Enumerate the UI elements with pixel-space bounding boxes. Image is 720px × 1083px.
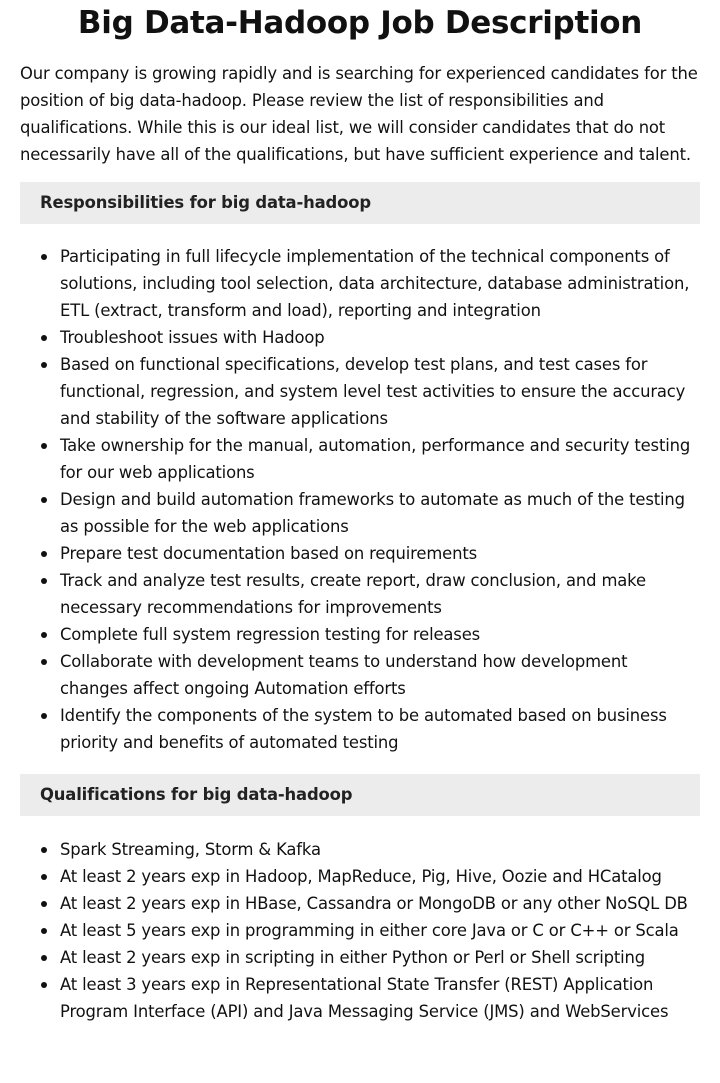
list-item: Troubleshoot issues with Hadoop — [20, 324, 700, 351]
list-item: At least 2 years exp in scripting in either Python or Perl or Shell scripting — [20, 944, 700, 971]
list-item: Complete full system regression testing for releases — [20, 621, 700, 648]
list-item: Collaborate with development teams to understand how development changes affect ongoing Automation efforts — [20, 648, 700, 702]
list-item: Prepare test documentation based on requirements — [20, 540, 700, 567]
list-item: At least 2 years exp in Hadoop, MapReduce, Pig, Hive, Oozie and HCatalog — [20, 863, 700, 890]
intro-paragraph: Our company is growing rapidly and is searching for experienced candidates for the position of big data-hadoop. Please review the list of responsibilities and qualifications. While this is our ideal list, we will consider candidates that do not necessarily have all of the qualifications, but have sufficient experience and talent. — [20, 64, 698, 164]
responsibilities-heading: Responsibilities for big data-hadoop — [20, 182, 700, 224]
list-item: Take ownership for the manual, automation, performance and security testing for our web applications — [20, 432, 700, 486]
list-item: At least 3 years exp in Representational State Transfer (REST) Application Program Interface (API) and Java Messaging Service (JMS) and WebServices — [20, 971, 700, 1025]
list-item: Design and build automation frameworks to automate as much of the testing as possible for the web applications — [20, 486, 700, 540]
qualifications-heading: Qualifications for big data-hadoop — [20, 774, 700, 816]
page-title: Big Data-Hadoop Job Description — [77, 5, 643, 41]
list-item: At least 5 years exp in programming in either core Java or C or C++ or Scala — [20, 917, 700, 944]
list-item: Identify the components of the system to be automated based on business priority and benefits of automated testing — [20, 702, 700, 756]
list-item: Spark Streaming, Storm & Kafka — [20, 836, 700, 863]
qualifications-list — [20, 836, 700, 1025]
list-item: At least 2 years exp in HBase, Cassandra or MongoDB or any other NoSQL DB — [20, 890, 700, 917]
responsibilities-list — [20, 243, 700, 756]
list-item: Participating in full lifecycle implementation of the technical components of solutions, including tool selection, data architecture, database administration, ETL (extract, transform and load), reporting and integration — [20, 243, 700, 324]
list-item: Based on functional specifications, develop test plans, and test cases for functional, regression, and system level test activities to ensure the accuracy and stability of the software applications — [20, 351, 700, 432]
list-item: Track and analyze test results, create report, draw conclusion, and make necessary recommendations for improvements — [20, 567, 700, 621]
